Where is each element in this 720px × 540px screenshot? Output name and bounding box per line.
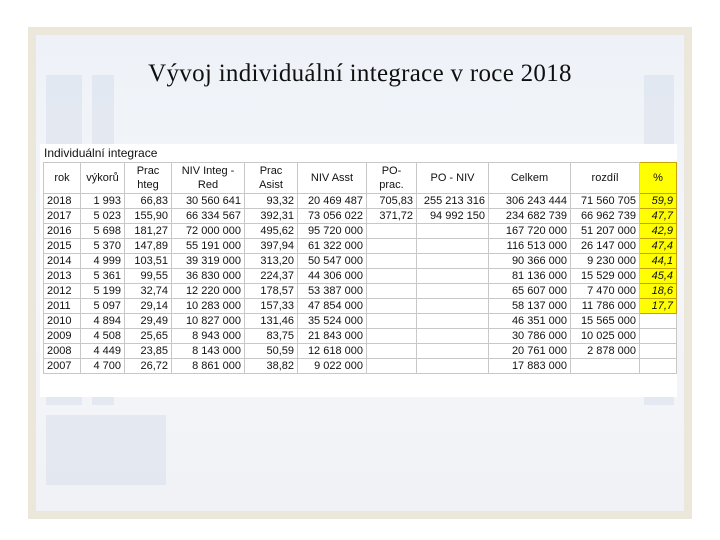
table-row — [44, 194, 677, 209]
table-cell: 73 056 022 — [298, 209, 367, 224]
column-header: rok — [44, 163, 81, 194]
table-cell — [417, 314, 489, 329]
table-cell: 20 761 000 — [489, 344, 571, 359]
table-cell: 50,59 — [245, 344, 298, 359]
watermark-base — [46, 415, 166, 485]
table-cell: 66 334 567 — [172, 209, 245, 224]
table-cell — [417, 299, 489, 314]
table-cell — [417, 284, 489, 299]
column-header: Prac Asist — [245, 163, 298, 194]
table-cell: 103,51 — [125, 254, 172, 269]
table-cell: 17 883 000 — [489, 359, 571, 374]
table-cell: 8 143 000 — [172, 344, 245, 359]
table-cell: 2011 — [44, 299, 81, 314]
table-cell: 5 199 — [81, 284, 125, 299]
table-cell: 83,75 — [245, 329, 298, 344]
table-cell: 5 023 — [81, 209, 125, 224]
table-cell: 9 022 000 — [298, 359, 367, 374]
table-cell: 4 894 — [81, 314, 125, 329]
table-cell: 5 097 — [81, 299, 125, 314]
table-cell: 17,7 — [640, 299, 677, 314]
table-cell: 38,82 — [245, 359, 298, 374]
table-cell: 2017 — [44, 209, 81, 224]
column-header: rozdíl — [571, 163, 640, 194]
table-cell: 131,46 — [245, 314, 298, 329]
table-cell: 371,72 — [367, 209, 417, 224]
table-cell: 58 137 000 — [489, 299, 571, 314]
table-cell: 234 682 739 — [489, 209, 571, 224]
table-cell: 10 827 000 — [172, 314, 245, 329]
table-cell: 392,31 — [245, 209, 298, 224]
table-cell: 4 449 — [81, 344, 125, 359]
table-row — [44, 284, 677, 299]
table-cell: 53 387 000 — [298, 284, 367, 299]
table-cell: 66,83 — [125, 194, 172, 209]
slide-title: Vývoj individuální integrace v roce 2018 — [148, 60, 572, 87]
table-cell: 7 470 000 — [571, 284, 640, 299]
table-cell: 72 000 000 — [172, 224, 245, 239]
table-cell: 47,4 — [640, 239, 677, 254]
table-row — [44, 209, 677, 224]
table-cell: 29,14 — [125, 299, 172, 314]
table-cell: 313,20 — [245, 254, 298, 269]
table-cell: 5 698 — [81, 224, 125, 239]
table-cell: 93,32 — [245, 194, 298, 209]
table-cell: 11 786 000 — [571, 299, 640, 314]
table-row — [44, 299, 677, 314]
table-cell: 44,1 — [640, 254, 677, 269]
table-cell: 90 366 000 — [489, 254, 571, 269]
table-cell: 4 508 — [81, 329, 125, 344]
table-cell: 2010 — [44, 314, 81, 329]
table-cell: 18,6 — [640, 284, 677, 299]
table-cell: 21 843 000 — [298, 329, 367, 344]
table-cell — [367, 224, 417, 239]
table-cell: 59,9 — [640, 194, 677, 209]
table-cell: 2013 — [44, 269, 81, 284]
table-cell — [367, 314, 417, 329]
table-cell: 36 830 000 — [172, 269, 245, 284]
table-cell: 39 319 000 — [172, 254, 245, 269]
table-cell: 397,94 — [245, 239, 298, 254]
table-row — [44, 329, 677, 344]
column-header: NIV Asst — [298, 163, 367, 194]
table-cell: 2 878 000 — [571, 344, 640, 359]
table-cell — [417, 224, 489, 239]
table-cell — [640, 314, 677, 329]
table-cell: 66 962 739 — [571, 209, 640, 224]
table-cell: 51 207 000 — [571, 224, 640, 239]
table-cell: 20 469 487 — [298, 194, 367, 209]
table-cell: 5 361 — [81, 269, 125, 284]
table-cell: 71 560 705 — [571, 194, 640, 209]
table-body — [44, 194, 677, 374]
table-cell: 35 524 000 — [298, 314, 367, 329]
table-cell: 167 720 000 — [489, 224, 571, 239]
table-cell: 23,85 — [125, 344, 172, 359]
table-cell: 42,9 — [640, 224, 677, 239]
table-cell: 2007 — [44, 359, 81, 374]
table-cell: 2014 — [44, 254, 81, 269]
table-cell — [367, 239, 417, 254]
table-cell — [417, 344, 489, 359]
table-cell: 30 786 000 — [489, 329, 571, 344]
table-cell: 1 993 — [81, 194, 125, 209]
table-cell: 2016 — [44, 224, 81, 239]
column-header: NIV Integ - Red — [172, 163, 245, 194]
table-cell: 5 370 — [81, 239, 125, 254]
data-table — [43, 162, 677, 374]
table-cell — [417, 269, 489, 284]
table-row — [44, 314, 677, 329]
table-cell — [640, 359, 677, 374]
table-cell: 81 136 000 — [489, 269, 571, 284]
table-row — [44, 344, 677, 359]
table-row — [44, 359, 677, 374]
table-cell — [367, 329, 417, 344]
table-cell: 29,49 — [125, 314, 172, 329]
table-cell: 495,62 — [245, 224, 298, 239]
table-cell: 2009 — [44, 329, 81, 344]
table-cell: 178,57 — [245, 284, 298, 299]
table-cell: 55 191 000 — [172, 239, 245, 254]
table-cell: 26 147 000 — [571, 239, 640, 254]
table-row — [44, 239, 677, 254]
table-cell: 116 513 000 — [489, 239, 571, 254]
header-row — [44, 163, 677, 194]
table-cell — [417, 254, 489, 269]
table-cell: 157,33 — [245, 299, 298, 314]
table-cell: 15 565 000 — [571, 314, 640, 329]
table-cell — [417, 239, 489, 254]
table-cell: 705,83 — [367, 194, 417, 209]
table-cell: 10 025 000 — [571, 329, 640, 344]
table-cell — [367, 344, 417, 359]
table-cell — [367, 359, 417, 374]
table-cell: 2015 — [44, 239, 81, 254]
table-cell: 26,72 — [125, 359, 172, 374]
column-header: výkorů — [81, 163, 125, 194]
table-cell: 224,37 — [245, 269, 298, 284]
table-cell — [417, 329, 489, 344]
table-cell: 15 529 000 — [571, 269, 640, 284]
table-cell: 30 560 641 — [172, 194, 245, 209]
table-cell: 2012 — [44, 284, 81, 299]
column-header: Celkem — [489, 163, 571, 194]
column-header: % — [640, 163, 677, 194]
table-cell: 45,4 — [640, 269, 677, 284]
column-header: Prac hteg — [125, 163, 172, 194]
table-cell: 95 720 000 — [298, 224, 367, 239]
table-cell: 8 943 000 — [172, 329, 245, 344]
table-caption: Individuální integrace — [44, 146, 158, 160]
table-cell: 4 700 — [81, 359, 125, 374]
table-cell: 32,74 — [125, 284, 172, 299]
table-cell: 47 854 000 — [298, 299, 367, 314]
table-cell: 4 999 — [81, 254, 125, 269]
table-cell: 2018 — [44, 194, 81, 209]
column-header: PO- prac. — [367, 163, 417, 194]
table-cell: 12 220 000 — [172, 284, 245, 299]
table-cell — [571, 359, 640, 374]
table-cell: 61 322 000 — [298, 239, 367, 254]
table-cell — [640, 329, 677, 344]
table-cell — [417, 359, 489, 374]
table-cell: 25,65 — [125, 329, 172, 344]
table-cell: 99,55 — [125, 269, 172, 284]
table-cell: 50 547 000 — [298, 254, 367, 269]
table-cell: 9 230 000 — [571, 254, 640, 269]
table-cell: 181,27 — [125, 224, 172, 239]
table-cell: 12 618 000 — [298, 344, 367, 359]
table-cell: 155,90 — [125, 209, 172, 224]
table-cell — [367, 269, 417, 284]
table-row — [44, 254, 677, 269]
table-cell: 147,89 — [125, 239, 172, 254]
table-row — [44, 269, 677, 284]
table-cell: 255 213 316 — [417, 194, 489, 209]
table-row — [44, 224, 677, 239]
table-cell — [367, 254, 417, 269]
table-cell: 65 607 000 — [489, 284, 571, 299]
table-cell: 10 283 000 — [172, 299, 245, 314]
table-cell — [367, 299, 417, 314]
table-cell: 46 351 000 — [489, 314, 571, 329]
table-cell: 47,7 — [640, 209, 677, 224]
table-cell: 8 861 000 — [172, 359, 245, 374]
column-header: PO - NIV — [417, 163, 489, 194]
table-cell: 44 306 000 — [298, 269, 367, 284]
table-cell: 94 992 150 — [417, 209, 489, 224]
table-cell — [640, 344, 677, 359]
table-cell: 2008 — [44, 344, 81, 359]
table-cell: 306 243 444 — [489, 194, 571, 209]
table-cell — [367, 284, 417, 299]
